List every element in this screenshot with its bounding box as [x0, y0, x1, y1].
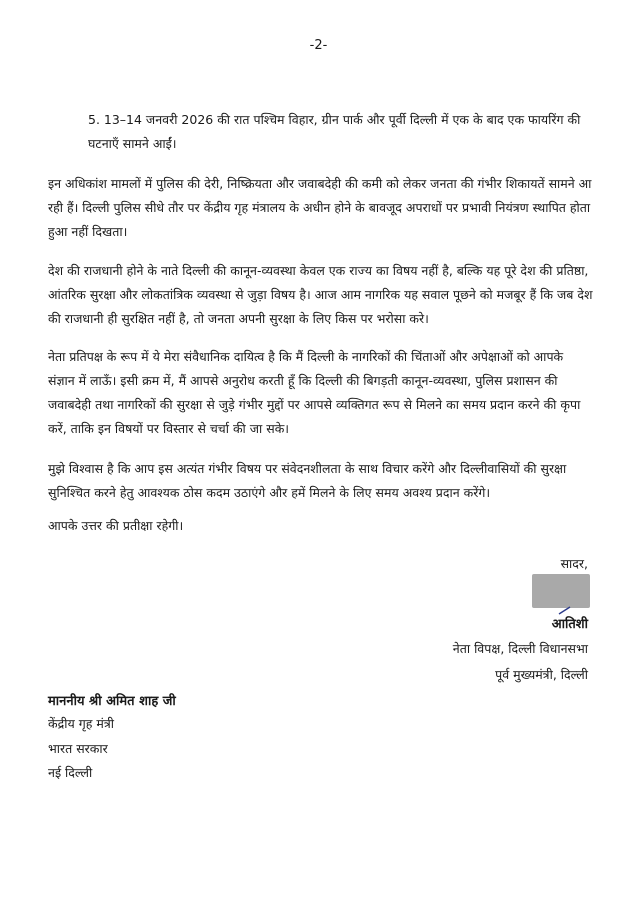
signature-redaction — [532, 574, 590, 608]
paragraph-complaints: इन अधिकांश मामलों में पुलिस की देरी, निष्क्रियता और जवाबदेही की कमी को लेकर जनता की गंभीर शिकायतें सामने आ रही हैं। दिल्ली पुलिस सीधे तौर पर केंद्रीय गृह मंत्रालय के अधीन होने के बावजूद अपराधों पर प्रभावी नियंत्रण स्थापित होता हुआ नहीं दिखता। — [48, 176, 592, 239]
point-5: 5. 13–14 जनवरी 2026 की रात पश्चिम विहार, ग्रीन पार्क और पूर्वी दिल्ली में एक के बाद एक फायरिंग की घटनाएँ सामने आईं। — [88, 112, 581, 151]
addressee-line-1: केंद्रीय गृह मंत्री — [48, 716, 114, 731]
paragraph-request: नेता प्रतिपक्ष के रूप में ये मेरा संवैधानिक दायित्व है कि मैं दिल्ली के नागरिकों की चिंताओं और अपेक्षाओं को आपके संज्ञान में लाऊँ। इसी क्रम में, मैं आपसे अनुरोध करती हूँ कि दिल्ली की बिगड़ती कानून-व्यवस्था, पुलिस प्रशासन की जवाबदेही तथा नागरिकों की सुरक्षा से जुड़े गंभीर मुद्दों पर आपसे व्यक्तिगत रूप से मिलने का समय प्रदान करने की कृपा करें, ताकि इन विषयों पर विस्तार से चर्चा की जा सके। — [48, 349, 581, 436]
paragraph-await-reply: आपके उत्तर की प्रतीक्षा रहेगी। — [48, 518, 184, 533]
signer-designation-2: पूर्व मुख्यमंत्री, दिल्ली — [495, 667, 588, 682]
addressee-line-2: भारत सरकार — [48, 741, 108, 756]
addressee-name: माननीय श्री अमित शाह जी — [48, 694, 176, 709]
signer-designation-1: नेता विपक्ष, दिल्ली विधानसभा — [452, 641, 588, 656]
page-number: -2- — [309, 38, 328, 53]
addressee-line-3: नई दिल्ली — [48, 765, 93, 780]
signer-name: आतिशी — [551, 617, 588, 632]
paragraph-trust: मुझे विश्वास है कि आप इस अत्यंत गंभीर विषय पर संवेदनशीलता के साथ विचार करेंगे और दिल्लीवासियों की सुरक्षा सुनिश्चित करने हेतु आवश्यक ठोस कदम उठाएंगे और हमें मिलने के लिए समय अवश्य प्रदान करेंगे। — [48, 461, 567, 500]
paragraph-capital: देश की राजधानी होने के नाते दिल्ली की कानून-व्यवस्था केवल एक राज्य का विषय नहीं है, बल्कि यह पूरे देश की प्रतिष्ठा, आंतरिक सुरक्षा और लोकतांत्रिक व्यवस्था से जुड़ा विषय है। आज आम नागरिक यह सवाल पूछने को मजबूर हैं कि जब देश की राजधानी ही सुरक्षित नहीं है, तो जनता अपनी सुरक्षा के लिए किस पर भरोसा करे। — [48, 263, 593, 326]
closing-salutation: सादर, — [560, 556, 588, 571]
